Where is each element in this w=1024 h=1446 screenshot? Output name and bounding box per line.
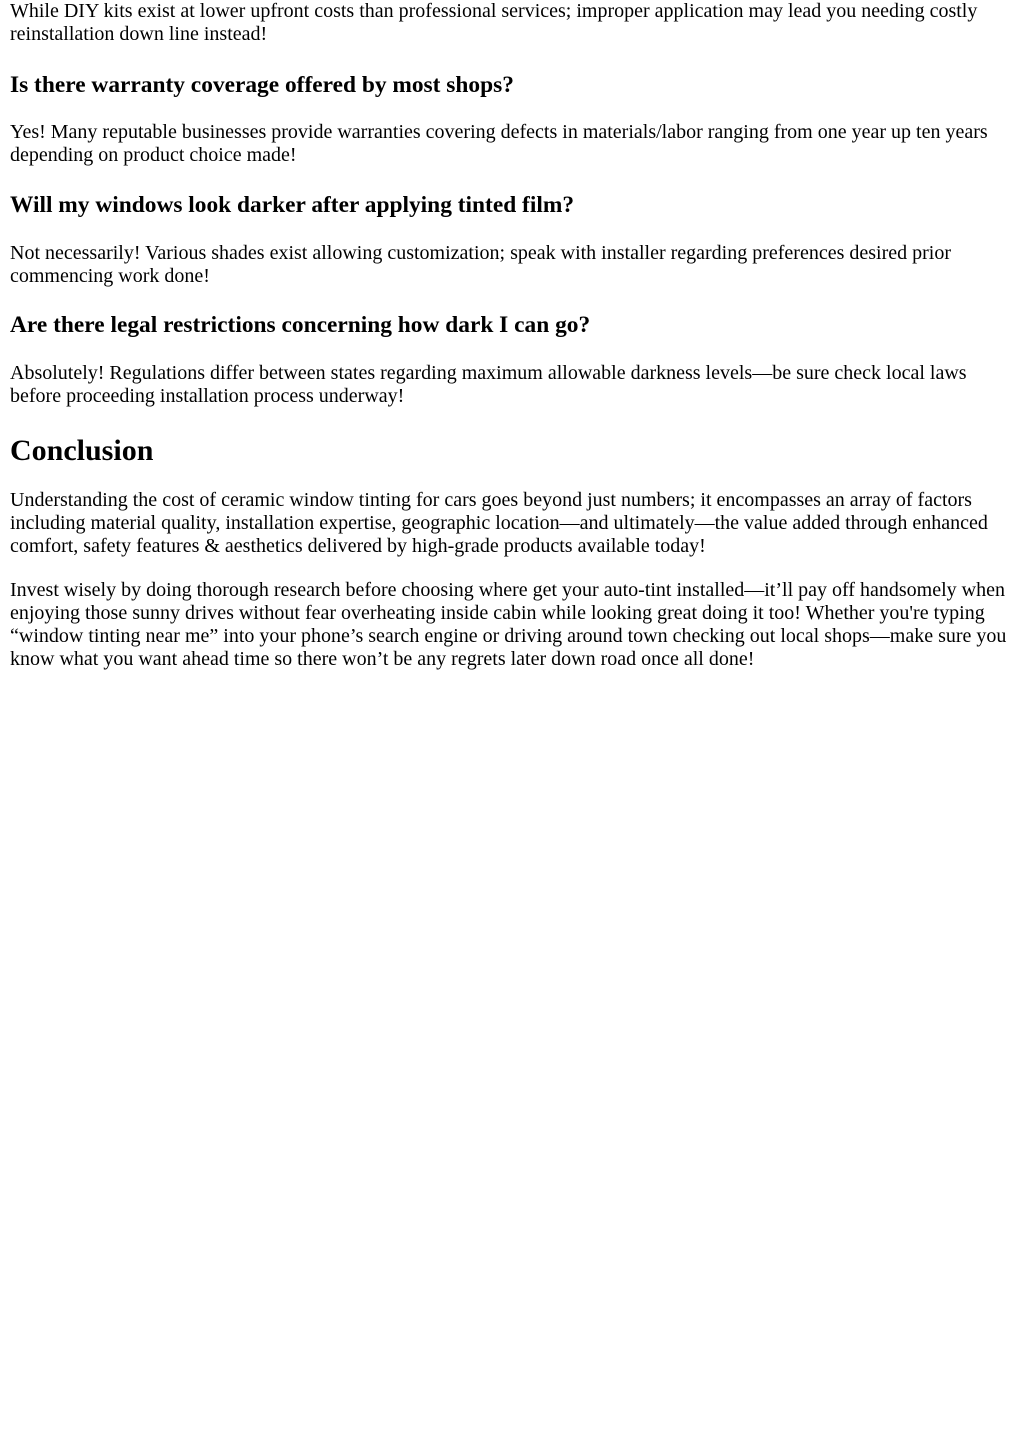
conclusion-paragraph-2: Invest wisely by doing thorough research before choosing where get your auto-tint installed—it’ll pay off handsomely when enjoying those sunny drives without fear overheating inside cabin while looking great doing it too! Whether you're typing “window tinting near me” into your phone’s search engine or driving around town checking out local shops—make sure you know what you want ahead time so there won’t be any regrets later down road once all done! (10, 579, 1007, 670)
faq-question-darker-windows: Will my windows look darker after applying tinted film? (10, 192, 575, 218)
conclusion-paragraph-1: Understanding the cost of ceramic window tinting for cars goes beyond just numbers; it encompasses an array of factors including material quality, installation expertise, geographic location—and ultimately—the value added through enhanced comfort, safety features & aesthetics delivered by high-grade products available today! (10, 489, 988, 557)
faq-question-warranty: Is there warranty coverage offered by most shops? (10, 72, 514, 98)
faq-answer-legal-restrictions: Absolutely! Regulations differ between states regarding maximum allowable darkness levels—be sure check local laws before proceeding installation process underway! (10, 362, 967, 407)
faq-question-legal-restrictions: Are there legal restrictions concerning how dark I can go? (10, 312, 591, 338)
conclusion-heading: Conclusion (10, 434, 154, 467)
article-body (0, 0, 1024, 671)
intro-paragraph: While DIY kits exist at lower upfront costs than professional services; improper application may lead you needing costly reinstallation down line instead! (10, 0, 978, 45)
faq-answer-darker-windows: Not necessarily! Various shades exist allowing customization; speak with installer regarding preferences desired prior commencing work done! (10, 242, 952, 287)
faq-answer-warranty: Yes! Many reputable businesses provide warranties covering defects in materials/labor ranging from one year up ten years depending on product choice made! (10, 121, 988, 166)
